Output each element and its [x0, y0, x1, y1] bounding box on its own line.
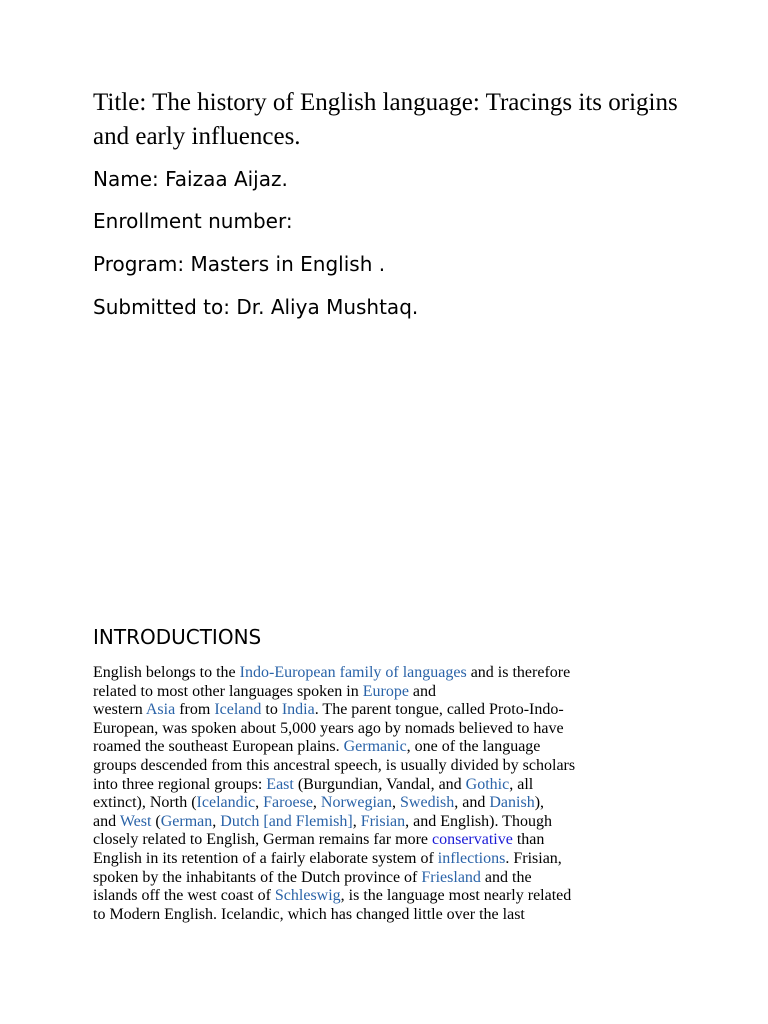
- body-text: ,: [392, 794, 401, 812]
- student-name: Name: Faizaa Aijaz.: [93, 167, 288, 191]
- body-text: (: [151, 812, 161, 830]
- body-text: English in its retention of a fairly elaborate system of: [93, 849, 438, 867]
- paragraph-line: [93, 701, 673, 720]
- body-text: into three regional groups:: [93, 775, 267, 793]
- enrollment-number: Enrollment number:: [93, 209, 293, 233]
- link-east[interactable]: East: [266, 775, 294, 793]
- link-europe[interactable]: Europe: [362, 682, 409, 700]
- body-text: ),: [534, 794, 545, 812]
- body-text: extinct), North (: [93, 794, 197, 812]
- link-swedish[interactable]: Swedish: [400, 794, 455, 812]
- body-text: and: [93, 812, 120, 830]
- body-text: , and: [454, 794, 490, 812]
- paragraph-line: [93, 664, 673, 683]
- link-india[interactable]: India: [281, 701, 315, 719]
- paragraph-line: [93, 813, 673, 832]
- body-text: , one of the language: [406, 738, 541, 756]
- body-text: ,: [255, 794, 264, 812]
- body-text: groups descended from this ancestral speech, is usually divided by scholars: [93, 756, 576, 774]
- paragraph-line: [93, 869, 673, 888]
- program: Program: Masters in English .: [93, 252, 386, 276]
- body-text: , and English). Though: [405, 812, 552, 830]
- paragraph-line: [93, 887, 673, 906]
- paragraph-line: [93, 831, 673, 850]
- link-danish[interactable]: Danish: [489, 794, 535, 812]
- body-text: and is therefore: [466, 664, 571, 681]
- body-text: related to most other languages spoken in: [93, 682, 363, 700]
- section-heading-introductions: INTRODUCTIONS: [93, 625, 262, 649]
- body-text: closely related to English, German remains far more: [93, 831, 432, 849]
- body-text: western: [93, 701, 146, 719]
- document-title: Title: The history of English language: Tracings its origins and early influences.: [93, 89, 678, 150]
- link-faroese[interactable]: Faroese: [263, 794, 313, 812]
- link-gothic[interactable]: Gothic: [465, 775, 510, 793]
- body-text: to: [261, 701, 282, 719]
- body-text: roamed the southeast European plains.: [93, 738, 344, 756]
- link-conservative[interactable]: conservative: [432, 831, 513, 849]
- body-text: ,: [212, 812, 221, 830]
- link-indo-european-family[interactable]: Indo-European family of languages: [239, 664, 467, 681]
- paragraph-line: [93, 757, 673, 776]
- link-west[interactable]: West: [119, 812, 152, 830]
- introduction-paragraph: [93, 664, 673, 924]
- body-text: than: [512, 831, 545, 849]
- link-friesland[interactable]: Friesland: [421, 868, 481, 886]
- paragraph-line: [93, 720, 673, 739]
- body-text: to Modern English. Icelandic, which has changed little over the last: [93, 905, 525, 923]
- paragraph-line: [93, 794, 673, 813]
- link-icelandic[interactable]: Icelandic: [196, 794, 256, 812]
- body-text: European, was spoken about 5,000 years ago by nomads believed to have: [93, 719, 564, 737]
- body-text: spoken by the inhabitants of the Dutch province of: [93, 868, 422, 886]
- body-text: and: [408, 682, 437, 700]
- submitted-to: Submitted to: Dr. Aliya Mushtaq.: [93, 295, 419, 319]
- body-text: , is the language most nearly related: [340, 887, 572, 905]
- body-text: English belongs to the: [93, 664, 240, 681]
- body-text: from: [175, 701, 215, 719]
- body-text: . The parent tongue, called Proto-Indo-: [314, 701, 564, 719]
- link-iceland[interactable]: Iceland: [214, 701, 262, 719]
- body-text: . Frisian,: [505, 849, 562, 867]
- link-inflections[interactable]: inflections: [437, 849, 506, 867]
- body-text: islands off the west coast of: [93, 887, 275, 905]
- link-dutch-flemish[interactable]: Dutch [and Flemish]: [220, 812, 353, 830]
- link-germanic[interactable]: Germanic: [343, 738, 407, 756]
- link-schleswig[interactable]: Schleswig: [274, 887, 341, 905]
- link-frisian[interactable]: Frisian: [360, 812, 406, 830]
- link-german[interactable]: German: [160, 812, 213, 830]
- body-text: (Burgundian, Vandal, and: [293, 775, 466, 793]
- body-text: ,: [312, 794, 321, 812]
- paragraph-line: [93, 850, 673, 869]
- body-text: , all: [509, 775, 534, 793]
- paragraph-line: [93, 738, 673, 757]
- paragraph-line: [93, 906, 673, 925]
- link-norwegian[interactable]: Norwegian: [320, 794, 393, 812]
- body-text: and the: [480, 868, 532, 886]
- body-text: ,: [352, 812, 361, 830]
- paragraph-line: [93, 776, 673, 795]
- paragraph-line: [93, 683, 673, 702]
- link-asia[interactable]: Asia: [145, 701, 176, 719]
